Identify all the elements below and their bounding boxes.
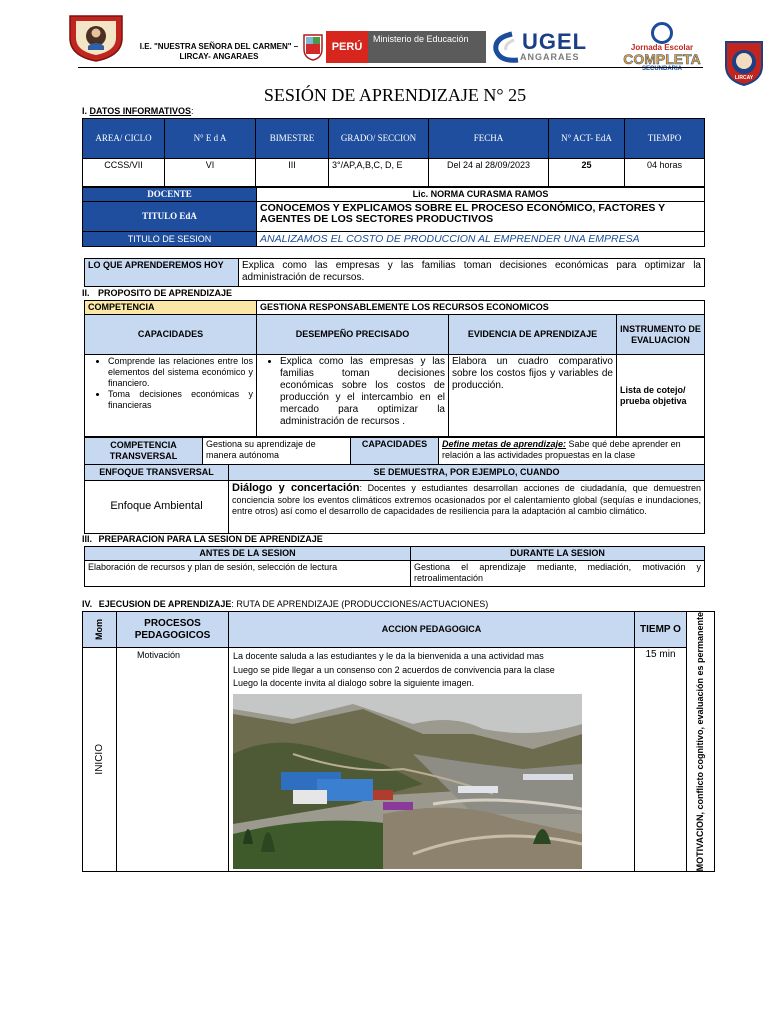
enfoque-name: Enfoque Ambiental — [85, 481, 229, 534]
jec-sub-label: SECUNDARIA — [641, 66, 682, 72]
capacidad-item: • Toma decisiones económicas y financieras — [108, 389, 253, 411]
competencia-transversal-value: Gestiona su aprendizaje de manera autónoma — [203, 438, 351, 465]
antes-label: ANTES DE LA SESION — [85, 547, 411, 561]
proceso-value: Motivación — [117, 648, 229, 872]
enfoque-table — [84, 464, 705, 534]
evidencia-value: Elabora un cuadro comparativo sobre los costos fijos y variables de producción. — [449, 355, 617, 437]
aprenderemos-label: LO QUE APRENDEREMOS HOY — [85, 259, 239, 287]
badge-label: LIRCAY — [734, 75, 754, 81]
accion-header: ACCION PEDAGOGICA — [229, 612, 635, 648]
info-fecha-value: Del 24 al 28/09/2023 — [429, 159, 549, 187]
peru-shield-icon — [302, 33, 324, 61]
instrumento-value: Lista de cotejo/ prueba objetiva — [617, 355, 705, 437]
se-demuestra-label: SE DEMUESTRA, POR EJEMPLO, CUANDO — [229, 465, 705, 481]
enfoque-transversal-label: ENFOQUE TRANSVERSAL — [85, 465, 229, 481]
enfoque-bold: Diálogo y concertación — [232, 482, 360, 494]
durante-value: Gestiona el aprendizaje mediante, mediación, motivación y retroalimentación — [411, 560, 705, 586]
instrumento-header: INSTRUMENTO DE EVALUACION — [617, 315, 705, 355]
transversal-capacidad-bold: Define metas de aprendizaje: — [442, 439, 567, 449]
ugel-label: UGEL — [522, 29, 588, 54]
docente-value: Lic. NORMA CURASMA RAMOS — [257, 188, 705, 202]
section-4-label: EJECUSION DE APRENDIZAJE — [98, 599, 232, 609]
info-header-bimestre: BIMESTRE — [256, 119, 329, 159]
accion-line: La docente saluda a las estudiantes y le da la bienvenida a una actividad mas — [233, 651, 544, 662]
jec-top-label: Jornada Escolar — [630, 43, 694, 52]
desempeno-cell — [257, 355, 449, 437]
titulo-eda-value: CONOCEMOS Y EXPLICAMOS SOBRE EL PROCESO ECONÓMICO, FACTORES Y AGENTES DE LOS SECTORES PRODUCTIVOS — [257, 201, 705, 231]
section-3-heading — [82, 534, 323, 544]
titulo-sesion-label: TITULO DE SESION — [83, 231, 257, 247]
mom-header: Mom — [94, 619, 105, 641]
tiempo-value: 15 min — [635, 648, 687, 872]
info-area-value: CCSS/VII — [83, 159, 165, 187]
section-3-label: PREPARACION PARA LA SESION DE APRENDIZAJE — [98, 534, 323, 544]
peru-label: PERÚ — [326, 31, 368, 63]
transversal-table — [84, 437, 705, 465]
section-4-heading — [82, 599, 488, 609]
titulo-eda-label: TITULO EdA — [83, 201, 257, 231]
section-4-number: IV. — [82, 599, 93, 609]
header-divider — [78, 67, 703, 68]
inicio-label: INICIO — [93, 744, 105, 776]
capacidades-cell — [85, 355, 257, 437]
mom-header-cell — [83, 612, 117, 648]
section-3-number: III. — [82, 534, 93, 544]
section-1-number: I. — [82, 106, 88, 116]
info-header-eda: N° E d A — [165, 119, 256, 159]
section-2-number: II. — [82, 288, 90, 298]
info-act-value: 25 — [549, 159, 625, 187]
section-2-label: PROPOSITO DE APRENDIZAJE — [98, 288, 233, 298]
jec-logo — [618, 22, 706, 72]
school-crest-logo — [66, 12, 126, 62]
info-bimestre-value: III — [256, 159, 329, 187]
transversal-capacidad-text: Sabe qué debe aprender en relación a las actividades propuestas en la clase — [442, 439, 681, 460]
transversal-capacidades-label: CAPACIDADES — [351, 438, 439, 465]
accion-cell — [229, 648, 635, 872]
section-2-heading — [82, 288, 232, 298]
section-1-colon: : — [191, 106, 194, 116]
info-header-fecha: FECHA — [429, 119, 549, 159]
info-header-area: AREA/ CICLO — [83, 119, 165, 159]
enfoque-description — [229, 481, 705, 534]
institution-badge-logo — [724, 40, 764, 86]
enfoque-text: : Docentes y estudiantes desarrollan acciones de ciudadanía, que demuestren conciencia sobre los eventos climáticos extremos ocasionados por el calentamiento global (sequías e inundaciones, entre otros) así como el desarrollo de capacidades de resiliencia para la adaptación al cambio climático. — [232, 483, 702, 516]
mining-landscape-image — [233, 694, 582, 869]
docente-label: DOCENTE — [83, 188, 257, 202]
capacidad-item: • Comprende las relaciones entre los elementos del sistema económico y financiero. — [108, 356, 253, 388]
info-header-act: N° ACT- EdA — [549, 119, 625, 159]
inicio-cell — [83, 648, 117, 872]
capacidades-header: CAPACIDADES — [85, 315, 257, 355]
aprenderemos-table — [84, 258, 705, 287]
section-4-rest: : RUTA DE APRENDIZAJE (PRODUCCIONES/ACTUACIONES) — [231, 599, 489, 609]
ministry-label: Ministerio de Educación — [368, 31, 486, 63]
proposito-table — [84, 300, 705, 437]
ministry-logo — [326, 31, 486, 63]
school-name: I.E. "NUESTRA SEÑORA DEL CARMEN" – LIRCAY- ANGARAES — [139, 42, 299, 62]
ugel-logo — [490, 28, 602, 66]
evidencia-header: EVIDENCIA DE APRENDIZAJE — [449, 315, 617, 355]
competencia-value: GESTIONA RESPONSABLEMENTE LOS RECURSOS ECONOMICOS — [257, 301, 705, 315]
desempeno-value: • Explica como las empresas y las familias toman decisiones económicas sobre los costos de producción y el intercambio en el mercado para optimizar la administración de recursos . — [280, 356, 445, 428]
tiempo-header: TIEMP O — [635, 612, 687, 648]
ejecucion-table — [82, 611, 715, 872]
durante-label: DURANTE LA SESION — [411, 547, 705, 561]
antes-value: Elaboración de recursos y plan de sesión, selección de lectura — [85, 560, 411, 586]
info-header-grado: GRADO/ SECCION — [329, 119, 429, 159]
jec-main-label: COMPLETA — [623, 51, 701, 67]
ugel-sub-label: ANGARAES — [520, 52, 580, 62]
titulo-sesion-value: ANALIZAMOS EL COSTO DE PRODUCCION AL EMPRENDER UNA EMPRESA — [257, 231, 705, 247]
preparacion-table — [84, 546, 705, 587]
procesos-header: PROCESOS PEDAGOGICOS — [117, 612, 229, 648]
info-header-tiempo: TIEMPO — [625, 119, 705, 159]
info-eda-value: VI — [165, 159, 256, 187]
section-1-heading — [82, 106, 194, 116]
side-note-cell — [687, 612, 715, 872]
transversal-capacidades-cell — [439, 438, 705, 465]
clock-icon — [651, 22, 673, 44]
docente-table — [82, 187, 705, 247]
page-title: SESIÓN DE APRENDIZAJE N° 25 — [263, 85, 527, 105]
section-1-label: DATOS INFORMATIVOS — [89, 106, 192, 116]
side-note: MOTIVACION, conflicto cognitivo, evaluación es permanente — [695, 612, 706, 872]
aprenderemos-value: Explica como las empresas y las familias toman decisiones económicas para optimizar la administración de recursos. — [239, 259, 705, 287]
desempeno-header: DESEMPEÑO PRECISADO — [257, 315, 449, 355]
info-grado-value: 3°/AP,A,B,C, D, E — [329, 159, 429, 187]
competencia-transversal-label: COMPETENCIA TRANSVERSAL — [85, 438, 203, 465]
competencia-label: COMPETENCIA — [85, 301, 257, 315]
info-table — [82, 118, 705, 187]
info-tiempo-value: 04 horas — [625, 159, 705, 187]
accion-line: Luego se pide llegar a un consenso con 2 acuerdos de convivencia para la clase — [233, 664, 555, 675]
accion-line: Luego la docente invita al dialogo sobre la siguiente imagen. — [233, 678, 475, 689]
